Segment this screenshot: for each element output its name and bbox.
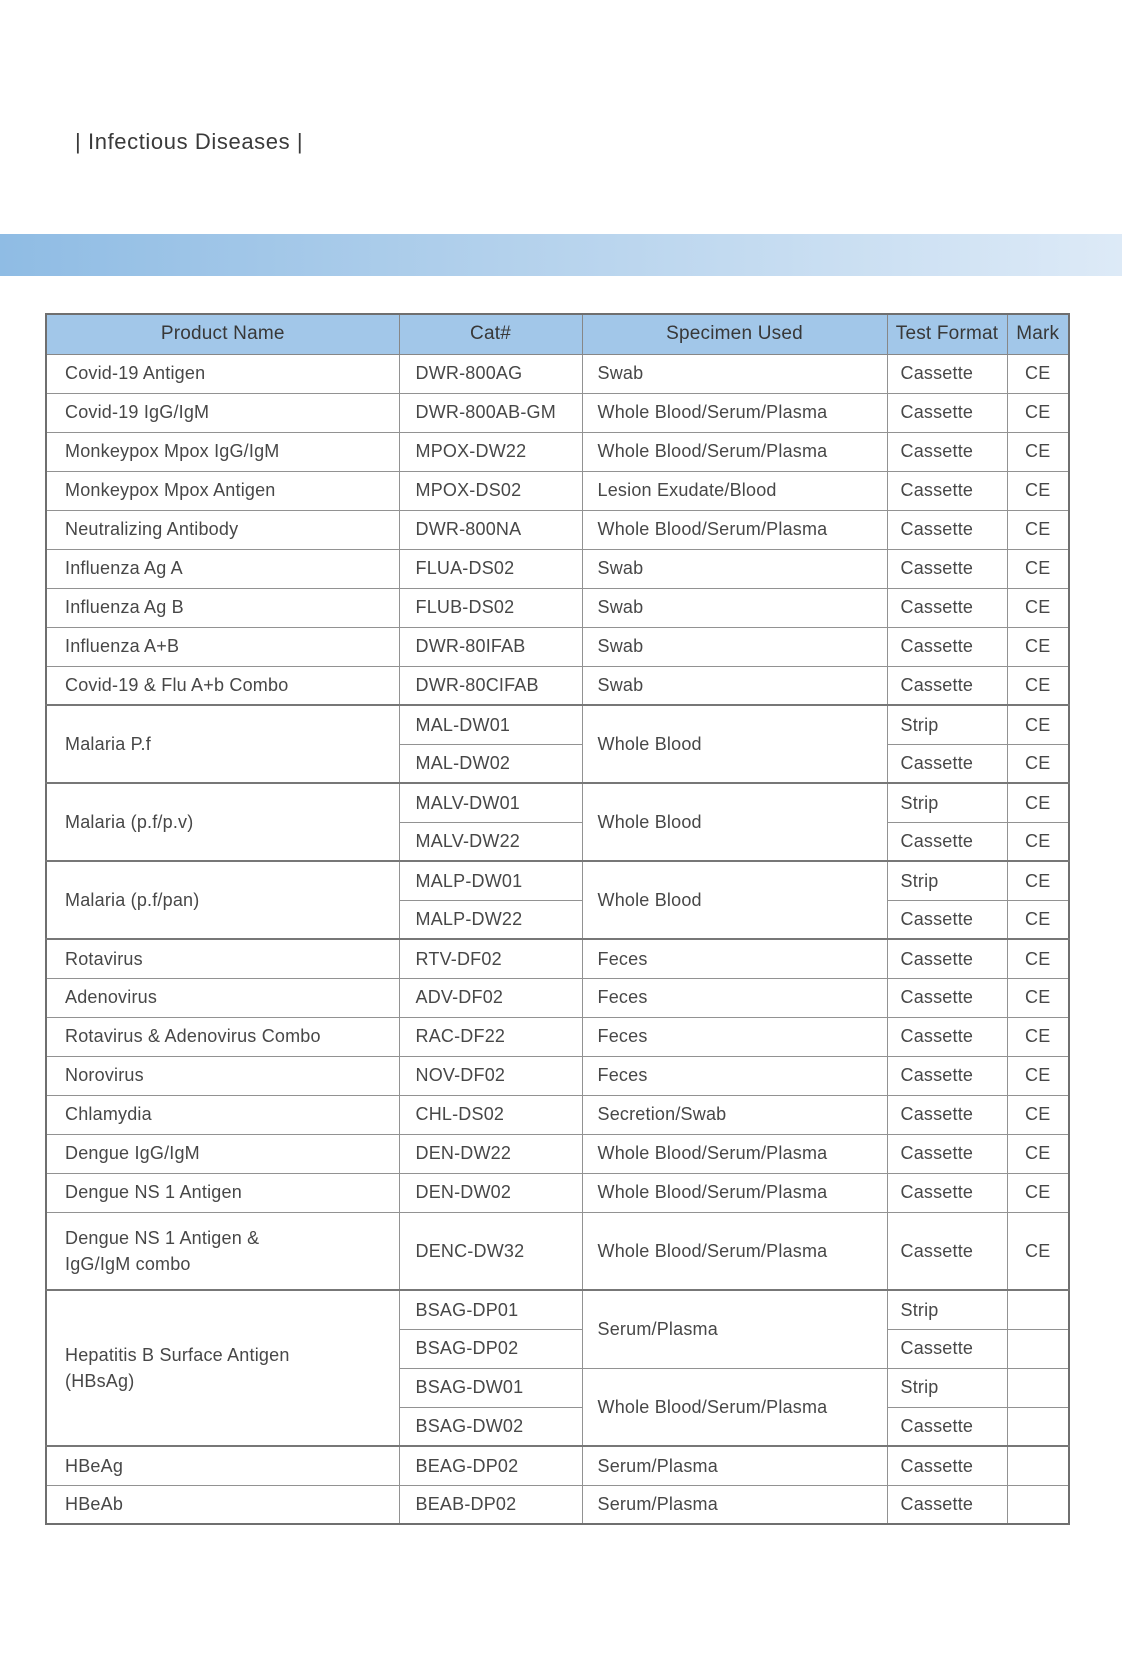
catalog-number-cell: DEN-DW02 (399, 1173, 582, 1212)
mark-cell: CE (1007, 900, 1069, 939)
table-row (46, 1485, 1069, 1524)
table-row (46, 783, 1069, 822)
catalog-number-cell: DWR-80IFAB (399, 627, 582, 666)
table-row (46, 510, 1069, 549)
mark-cell: CE (1007, 471, 1069, 510)
product-name-cell: Rotavirus & Adenovirus Combo (46, 1017, 399, 1056)
product-name-cell: Covid-19 & Flu A+b Combo (46, 666, 399, 705)
product-name-cell: Influenza Ag B (46, 588, 399, 627)
product-name-cell: Malaria P.f (46, 705, 399, 783)
column-header-test-format: Test Format (887, 314, 1007, 354)
specimen-cell: Serum/Plasma (582, 1446, 887, 1485)
specimen-cell: Swab (582, 549, 887, 588)
product-name-cell: Covid-19 Antigen (46, 354, 399, 393)
mark-cell: CE (1007, 744, 1069, 783)
test-format-cell: Cassette (887, 627, 1007, 666)
table-row (46, 705, 1069, 744)
specimen-cell: Swab (582, 627, 887, 666)
catalog-number-cell: MAL-DW02 (399, 744, 582, 783)
test-format-cell: Cassette (887, 900, 1007, 939)
specimen-cell: Whole Blood/Serum/Plasma (582, 393, 887, 432)
test-format-cell: Cassette (887, 354, 1007, 393)
test-format-cell: Cassette (887, 549, 1007, 588)
table-row (46, 471, 1069, 510)
product-name-cell: HBeAb (46, 1485, 399, 1524)
table-row (46, 393, 1069, 432)
mark-cell: CE (1007, 1095, 1069, 1134)
specimen-cell: Feces (582, 978, 887, 1017)
catalog-number-cell: BEAG-DP02 (399, 1446, 582, 1485)
test-format-cell: Cassette (887, 666, 1007, 705)
mark-cell: CE (1007, 1056, 1069, 1095)
table-row (46, 354, 1069, 393)
mark-cell: CE (1007, 666, 1069, 705)
specimen-cell: Whole Blood/Serum/Plasma (582, 510, 887, 549)
mark-cell: CE (1007, 1173, 1069, 1212)
table-row (46, 588, 1069, 627)
product-name-cell: Malaria (p.f/p.v) (46, 783, 399, 861)
catalog-number-cell: MALV-DW22 (399, 822, 582, 861)
test-format-cell: Cassette (887, 744, 1007, 783)
table-row (46, 1017, 1069, 1056)
test-format-cell: Cassette (887, 1329, 1007, 1368)
catalog-number-cell: NOV-DF02 (399, 1056, 582, 1095)
specimen-cell: Serum/Plasma (582, 1290, 887, 1368)
product-name-cell: Dengue NS 1 Antigen (46, 1173, 399, 1212)
test-format-cell: Cassette (887, 978, 1007, 1017)
mark-cell: CE (1007, 1212, 1069, 1290)
test-format-cell: Cassette (887, 1485, 1007, 1524)
specimen-cell: Whole Blood/Serum/Plasma (582, 432, 887, 471)
table-body (46, 354, 1069, 1524)
specimen-cell: Whole Blood/Serum/Plasma (582, 1368, 887, 1446)
specimen-cell: Swab (582, 354, 887, 393)
specimen-cell: Secretion/Swab (582, 1095, 887, 1134)
specimen-cell: Swab (582, 588, 887, 627)
product-name-cell: Influenza A+B (46, 627, 399, 666)
catalog-number-cell: DWR-800AG (399, 354, 582, 393)
test-format-cell: Cassette (887, 1173, 1007, 1212)
catalog-number-cell: FLUB-DS02 (399, 588, 582, 627)
specimen-cell: Swab (582, 666, 887, 705)
catalog-number-cell: CHL-DS02 (399, 1095, 582, 1134)
catalog-number-cell: RAC-DF22 (399, 1017, 582, 1056)
product-name-cell: Dengue NS 1 Antigen & IgG/IgM combo (46, 1212, 399, 1290)
mark-cell (1007, 1446, 1069, 1485)
mark-cell (1007, 1329, 1069, 1368)
product-name-cell: HBeAg (46, 1446, 399, 1485)
test-format-cell: Cassette (887, 1056, 1007, 1095)
table-row (46, 1056, 1069, 1095)
table-row (46, 666, 1069, 705)
table-row (46, 549, 1069, 588)
catalog-number-cell: RTV-DF02 (399, 939, 582, 978)
test-format-cell: Cassette (887, 510, 1007, 549)
catalog-number-cell: MAL-DW01 (399, 705, 582, 744)
mark-cell (1007, 1407, 1069, 1446)
specimen-cell: Whole Blood (582, 705, 887, 783)
specimen-cell: Feces (582, 1056, 887, 1095)
catalog-number-cell: BSAG-DW01 (399, 1368, 582, 1407)
catalog-number-cell: DWR-800NA (399, 510, 582, 549)
specimen-cell: Lesion Exudate/Blood (582, 471, 887, 510)
test-format-cell: Cassette (887, 1134, 1007, 1173)
mark-cell: CE (1007, 1017, 1069, 1056)
catalog-number-cell: DENC-DW32 (399, 1212, 582, 1290)
column-header-cat-number: Cat# (399, 314, 582, 354)
table-header-row (46, 314, 1069, 354)
test-format-cell: Cassette (887, 393, 1007, 432)
mark-cell: CE (1007, 783, 1069, 822)
catalog-number-cell: MALP-DW01 (399, 861, 582, 900)
catalog-number-cell: BSAG-DP01 (399, 1290, 582, 1329)
table-row (46, 432, 1069, 471)
mark-cell (1007, 1290, 1069, 1329)
product-name-cell: Rotavirus (46, 939, 399, 978)
product-name-cell: Malaria (p.f/pan) (46, 861, 399, 939)
product-name-cell: Hepatitis B Surface Antigen (HBsAg) (46, 1290, 399, 1446)
table-row (46, 1290, 1069, 1329)
catalog-number-cell: BEAB-DP02 (399, 1485, 582, 1524)
catalog-number-cell: MALV-DW01 (399, 783, 582, 822)
mark-cell: CE (1007, 705, 1069, 744)
test-format-cell: Cassette (887, 1212, 1007, 1290)
catalog-number-cell: DEN-DW22 (399, 1134, 582, 1173)
mark-cell: CE (1007, 432, 1069, 471)
catalog-number-cell: BSAG-DW02 (399, 1407, 582, 1446)
mark-cell (1007, 1485, 1069, 1524)
test-format-cell: Cassette (887, 939, 1007, 978)
column-header-specimen: Specimen Used (582, 314, 887, 354)
catalog-number-cell: MPOX-DW22 (399, 432, 582, 471)
catalog-number-cell: MPOX-DS02 (399, 471, 582, 510)
specimen-cell: Serum/Plasma (582, 1485, 887, 1524)
test-format-cell: Cassette (887, 1446, 1007, 1485)
catalog-number-cell: MALP-DW22 (399, 900, 582, 939)
product-name-cell: Influenza Ag A (46, 549, 399, 588)
column-header-product-name: Product Name (46, 314, 399, 354)
test-format-cell: Strip (887, 1368, 1007, 1407)
specimen-cell: Whole Blood (582, 783, 887, 861)
mark-cell: CE (1007, 627, 1069, 666)
mark-cell: CE (1007, 978, 1069, 1017)
test-format-cell: Cassette (887, 1407, 1007, 1446)
specimen-cell: Whole Blood/Serum/Plasma (582, 1134, 887, 1173)
product-name-cell: Neutralizing Antibody (46, 510, 399, 549)
catalog-number-cell: DWR-800AB-GM (399, 393, 582, 432)
product-name-cell: Chlamydia (46, 1095, 399, 1134)
product-name-cell: Monkeypox Mpox IgG/IgM (46, 432, 399, 471)
specimen-cell: Whole Blood/Serum/Plasma (582, 1173, 887, 1212)
table-row (46, 1134, 1069, 1173)
mark-cell: CE (1007, 354, 1069, 393)
test-format-cell: Cassette (887, 471, 1007, 510)
specimen-cell: Feces (582, 939, 887, 978)
mark-cell: CE (1007, 861, 1069, 900)
table-row (46, 939, 1069, 978)
product-name-cell: Dengue IgG/IgM (46, 1134, 399, 1173)
test-format-cell: Cassette (887, 1017, 1007, 1056)
mark-cell: CE (1007, 510, 1069, 549)
product-name-cell: Norovirus (46, 1056, 399, 1095)
page-title: | Infectious Diseases | (75, 129, 304, 154)
mark-cell (1007, 1368, 1069, 1407)
mark-cell: CE (1007, 939, 1069, 978)
test-format-cell: Strip (887, 783, 1007, 822)
table-row (46, 1173, 1069, 1212)
table-row (46, 861, 1069, 900)
product-name-cell: Adenovirus (46, 978, 399, 1017)
mark-cell: CE (1007, 588, 1069, 627)
catalog-number-cell: FLUA-DS02 (399, 549, 582, 588)
test-format-cell: Strip (887, 861, 1007, 900)
mark-cell: CE (1007, 549, 1069, 588)
product-name-cell: Monkeypox Mpox Antigen (46, 471, 399, 510)
specimen-cell: Feces (582, 1017, 887, 1056)
section-accent-bar (0, 234, 1122, 276)
mark-cell: CE (1007, 822, 1069, 861)
table-row (46, 1095, 1069, 1134)
test-format-cell: Strip (887, 1290, 1007, 1329)
mark-cell: CE (1007, 1134, 1069, 1173)
table-row (46, 978, 1069, 1017)
test-format-cell: Cassette (887, 432, 1007, 471)
test-format-cell: Cassette (887, 822, 1007, 861)
catalog-number-cell: BSAG-DP02 (399, 1329, 582, 1368)
catalog-number-cell: DWR-80CIFAB (399, 666, 582, 705)
column-header-mark: Mark (1007, 314, 1069, 354)
products-table (45, 313, 1070, 1525)
specimen-cell: Whole Blood/Serum/Plasma (582, 1212, 887, 1290)
specimen-cell: Whole Blood (582, 861, 887, 939)
table-row (46, 1446, 1069, 1485)
mark-cell: CE (1007, 393, 1069, 432)
product-name-cell: Covid-19 IgG/IgM (46, 393, 399, 432)
catalog-number-cell: ADV-DF02 (399, 978, 582, 1017)
table-row (46, 627, 1069, 666)
test-format-cell: Cassette (887, 588, 1007, 627)
table-row (46, 1212, 1069, 1290)
test-format-cell: Cassette (887, 1095, 1007, 1134)
test-format-cell: Strip (887, 705, 1007, 744)
